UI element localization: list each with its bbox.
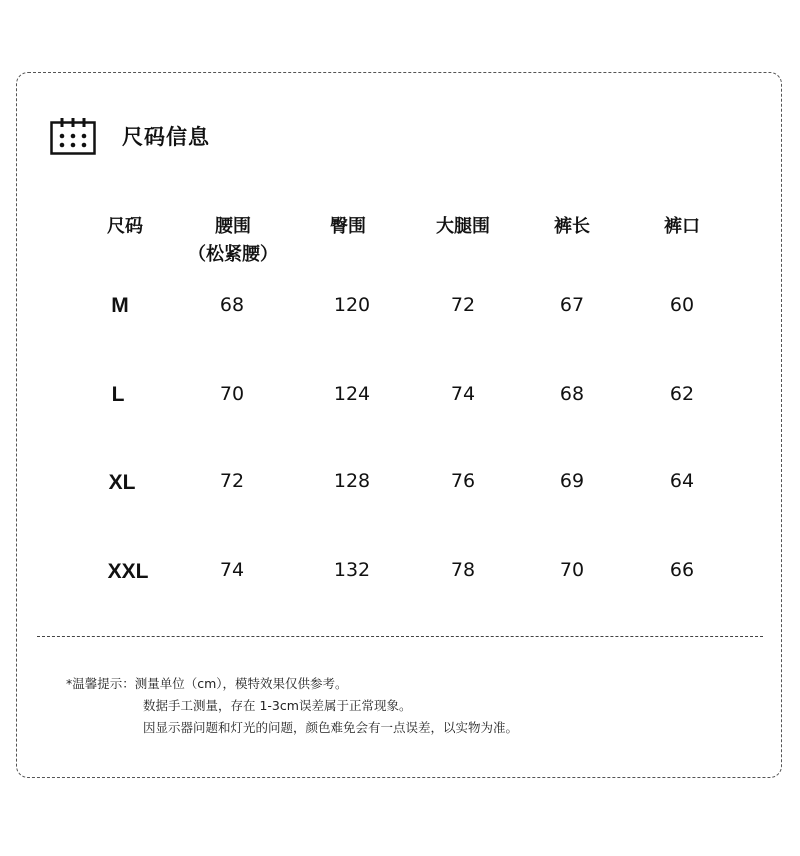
note-line: 数据手工测量，存在 1-3cm误差属于正常现象。 <box>143 698 412 713</box>
table-cell: 74 <box>219 559 245 581</box>
table-cell-size: XL <box>108 471 136 494</box>
page-title: 尺码信息 <box>122 125 210 149</box>
table-cell: 60 <box>669 294 695 316</box>
table-cell: 69 <box>559 470 585 492</box>
table-cell: 120 <box>333 294 371 316</box>
table-cell: 68 <box>219 294 245 316</box>
column-header-hip: 臀围 <box>330 216 366 237</box>
table-cell: 132 <box>333 559 371 581</box>
table-cell: 76 <box>450 470 476 492</box>
table-cell: 124 <box>333 383 371 405</box>
table-cell: 72 <box>219 470 245 492</box>
table-cell: 66 <box>669 559 695 581</box>
table-cell: 72 <box>450 294 476 316</box>
column-header-size: 尺码 <box>107 216 143 237</box>
table-cell-size: L <box>111 383 125 406</box>
column-header-thigh: 大腿围 <box>436 216 490 237</box>
note-line: 因显示器问题和灯光的问题，颜色难免会有一点误差，以实物为准。 <box>143 720 519 735</box>
table-cell: 67 <box>559 294 585 316</box>
table-cell-size: M <box>111 294 129 317</box>
table-cell-size: XXL <box>107 560 149 583</box>
column-header-hem: 裤口 <box>664 216 700 237</box>
calendar-icon <box>50 117 96 155</box>
table-cell: 78 <box>450 559 476 581</box>
table-cell: 64 <box>669 470 695 492</box>
table-cell: 128 <box>333 470 371 492</box>
table-cell: 70 <box>219 383 245 405</box>
table-cell: 62 <box>669 383 695 405</box>
column-header-waist-label: 腰围 <box>215 216 251 237</box>
notes <box>66 673 518 739</box>
title-row <box>50 116 210 156</box>
table-cell: 70 <box>559 559 585 581</box>
column-header-waist-note: （松紧腰） <box>188 244 278 265</box>
note-line: *温馨提示：测量单位（cm），模特效果仅供参考。 <box>66 676 348 691</box>
divider <box>37 636 763 637</box>
column-header-length: 裤长 <box>554 216 590 237</box>
table-cell: 68 <box>559 383 585 405</box>
table-cell: 74 <box>450 383 476 405</box>
